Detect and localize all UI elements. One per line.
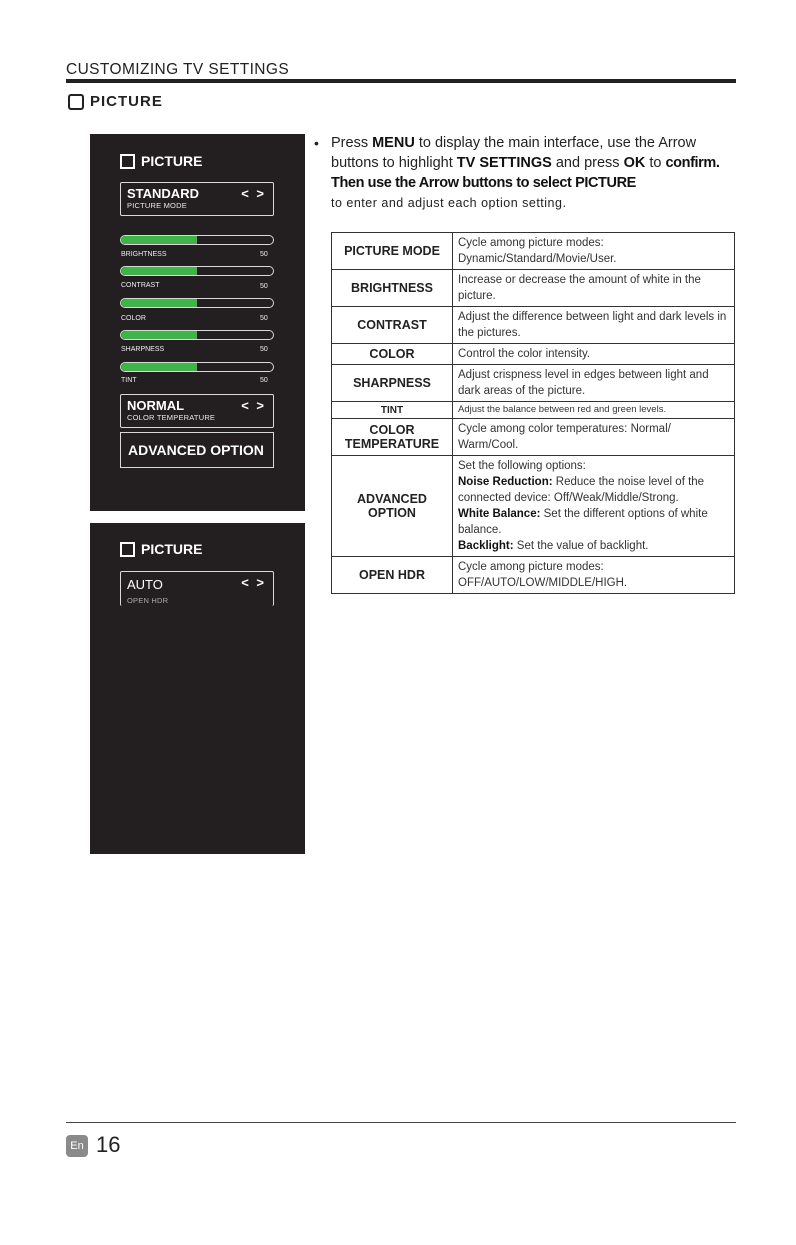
option-name: COLOR [332,344,453,365]
table-row [332,456,735,557]
slider-label: COLOR [121,315,146,322]
left-right-arrows-icon[interactable]: < > [241,398,266,413]
left-right-arrows-icon[interactable]: < > [241,575,266,590]
brightness-slider[interactable] [120,235,274,245]
slider-value: 50 [260,315,268,322]
color-temperature-option[interactable] [120,394,274,428]
table-row [332,402,735,419]
picture-mode-label: PICTURE MODE [127,201,187,210]
slider-fill [121,299,197,307]
header-rule [66,79,736,83]
noise-reduction-label: Noise Reduction: [458,476,553,488]
backlight-text: Set the value of backlight. [513,540,649,552]
menu-title [120,541,202,557]
option-name: ADVANCED OPTION [332,456,453,557]
option-description: Adjust the balance between red and green levels. [453,402,735,419]
slider-fill [121,267,197,275]
slider-label: BRIGHTNESS [121,251,167,258]
white-balance-label: White Balance: [458,508,541,520]
table-row [332,307,735,344]
instruction-subline: to enter and adjust each option setting. [331,196,567,210]
subsection-title: PICTURE [90,93,163,110]
slider-label: CONTRAST [121,282,160,289]
tv-screen-open-hdr [90,523,305,854]
picture-mode-value: STANDARD [127,186,199,201]
text-run: and press [551,155,624,171]
square-icon [120,154,135,169]
option-description: Cycle among picture modes: OFF/AUTO/LOW/MIDDLE/HIGH. [453,557,735,594]
table-row [332,270,735,307]
color-temperature-label: COLOR TEMPERATURE [127,413,216,422]
option-name: OPEN HDR [332,557,453,594]
option-description: Cycle among color temperatures: Normal/ Warm/Cool. [453,419,735,456]
backlight-label: Backlight: [458,540,514,552]
noise-reduction-text: Reduce the noise level of the connected device: Off/Weak/Middle/Strong. [458,476,705,504]
text-run: confirm. Then use the Arrow buttons to select PICTURE [331,155,720,191]
table-row [332,557,735,594]
option-description: Adjust crispness level in edges between light and dark areas of the picture. [453,365,735,402]
option-description: Adjust the difference between light and dark levels in the pictures. [453,307,735,344]
tv-screen-picture-menu [90,134,305,511]
slider-label: TINT [121,377,137,384]
slider-label: SHARPNESS [121,346,165,353]
instruction-text [331,133,736,213]
option-name: BRIGHTNESS [332,270,453,307]
option-name: PICTURE MODE [332,233,453,270]
table-row [332,233,735,270]
advanced-option-button[interactable]: ADVANCED OPTION [120,432,274,468]
open-hdr-label: OPEN HDR [127,596,169,605]
slider-fill [121,363,197,371]
menu-keyword: MENU [372,135,415,151]
option-name: TINT [332,402,453,419]
settings-table [331,232,735,594]
slider-value: 50 [260,346,268,353]
subsection-heading [68,93,163,110]
tint-slider[interactable] [120,362,274,372]
slider-value: 50 [260,377,268,384]
advanced-white-balance [458,506,729,538]
contrast-slider[interactable] [120,266,274,276]
option-description: Cycle among picture modes: Dynamic/Standard/Movie/User. [453,233,735,270]
square-icon [120,542,135,557]
text-run: to [645,155,666,171]
slider-value: 50 [260,251,268,258]
tv-settings-keyword: TV SETTINGS [456,155,552,171]
bullet: • [314,135,319,151]
open-hdr-value: AUTO [127,577,163,592]
menu-title-text: PICTURE [141,541,203,557]
ok-keyword: OK [623,155,646,171]
left-right-arrows-icon[interactable]: < > [241,186,266,201]
advanced-backlight [458,538,729,554]
option-description [453,456,735,557]
white-balance-text: Set the different options of white balance. [458,508,708,536]
table-row [332,419,735,456]
table-row [332,365,735,402]
instructions [314,133,744,213]
page-number: 16 [96,1132,121,1157]
color-temperature-value: NORMAL [127,398,185,413]
picture-mode-option[interactable] [120,182,274,216]
slider-fill [121,331,197,339]
slider-fill [121,236,197,244]
advanced-intro: Set the following options: [458,460,586,472]
open-hdr-option[interactable] [120,571,274,606]
square-icon [68,94,84,110]
slider-value: 50 [260,283,268,290]
section-heading: CUSTOMIZING TV SETTINGS [66,61,290,78]
footer-rule [66,1122,736,1123]
language-badge: En [66,1135,88,1157]
option-description: Increase or decrease the amount of white in the picture. [453,270,735,307]
menu-title [120,153,202,169]
sharpness-slider[interactable] [120,330,274,340]
menu-title-text: PICTURE [141,153,203,169]
option-name: CONTRAST [332,307,453,344]
table-row [332,344,735,365]
text-run: to display the main interface, use the Arrow buttons to highlight [331,135,697,171]
option-name: COLOR TEMPERATURE [332,419,453,456]
color-slider[interactable] [120,298,274,308]
advanced-noise-reduction [458,474,729,506]
option-name: SHARPNESS [332,365,453,402]
option-description: Control the color intensity. [453,344,735,365]
text-run: Press [331,135,373,151]
